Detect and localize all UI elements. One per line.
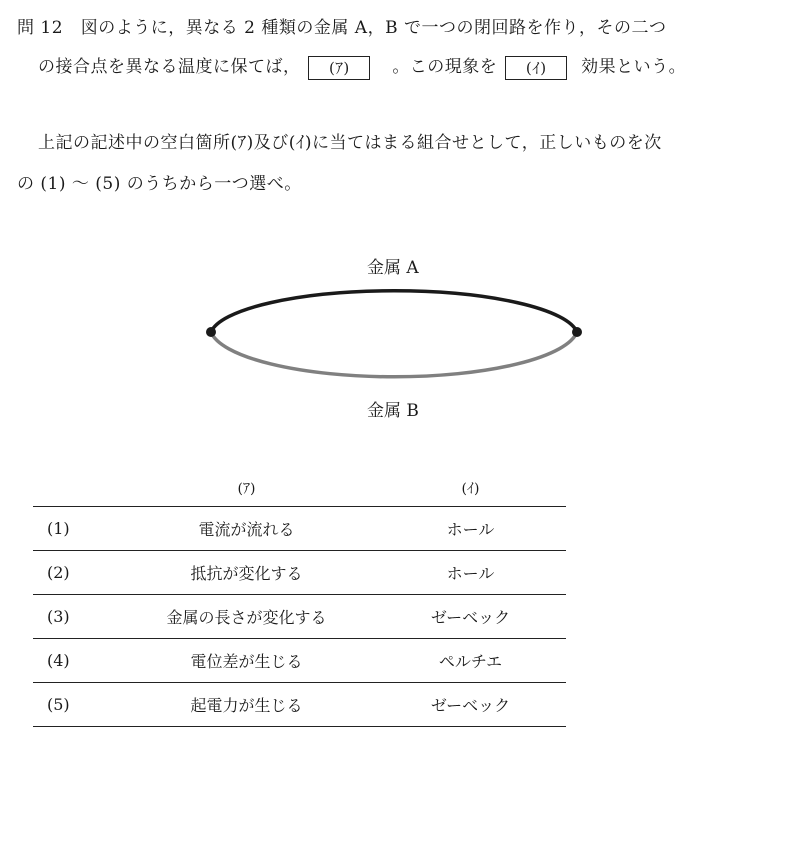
option-number: (2): [33, 551, 118, 595]
option-a: 電流が流れる: [118, 507, 375, 551]
header-b: (ｲ): [461, 481, 480, 497]
junction-right: [572, 327, 582, 337]
question-number: 問 12: [17, 18, 64, 38]
answer-table: [33, 470, 566, 727]
option-b: ゼーベック: [375, 595, 566, 639]
metal-a-wire: [211, 291, 577, 332]
option-b: ゼーベック: [375, 683, 566, 727]
table-row: [33, 595, 566, 639]
table-header-row: [33, 470, 566, 507]
option-number: (5): [33, 683, 118, 727]
instruction-line-2: の (1) ～ (5) のうちから一つ選べ。: [17, 174, 302, 194]
header-num: [33, 470, 118, 507]
metal-b-label: 金属 B: [367, 401, 419, 421]
table-row: [33, 639, 566, 683]
question-text-1: 図のように，異なる 2 種類の金属 A，B で一つの閉回路を作り，その二つ: [80, 18, 667, 38]
option-b: ペルチエ: [375, 639, 566, 683]
table-row: [33, 507, 566, 551]
table-row: [33, 551, 566, 595]
option-a: 起電力が生じる: [118, 683, 375, 727]
metal-b-wire: [211, 332, 577, 377]
blank-a: (ｱ): [308, 56, 370, 80]
instruction-line-1: 上記の記述中の空白箇所(ｱ)及び(ｲ)に当てはまる組合せとして，正しいものを次: [38, 133, 662, 153]
blank-b: (ｲ): [505, 56, 567, 80]
question-text-2b: 。この現象を: [392, 57, 498, 77]
option-a: 抵抗が変化する: [118, 551, 375, 595]
table-row: [33, 683, 566, 727]
header-a: (ｱ): [237, 481, 256, 497]
option-number: (4): [33, 639, 118, 683]
question-text-2c: 効果という。: [581, 57, 687, 77]
option-number: (1): [33, 507, 118, 551]
junction-left: [206, 327, 216, 337]
option-a: 電位差が生じる: [118, 639, 375, 683]
metal-a-label: 金属 A: [367, 258, 419, 278]
option-b: ホール: [375, 551, 566, 595]
question-text-2a: の接合点を異なる温度に保てば，: [38, 57, 301, 77]
option-a: 金属の長さが変化する: [118, 595, 375, 639]
option-b: ホール: [375, 507, 566, 551]
option-number: (3): [33, 595, 118, 639]
